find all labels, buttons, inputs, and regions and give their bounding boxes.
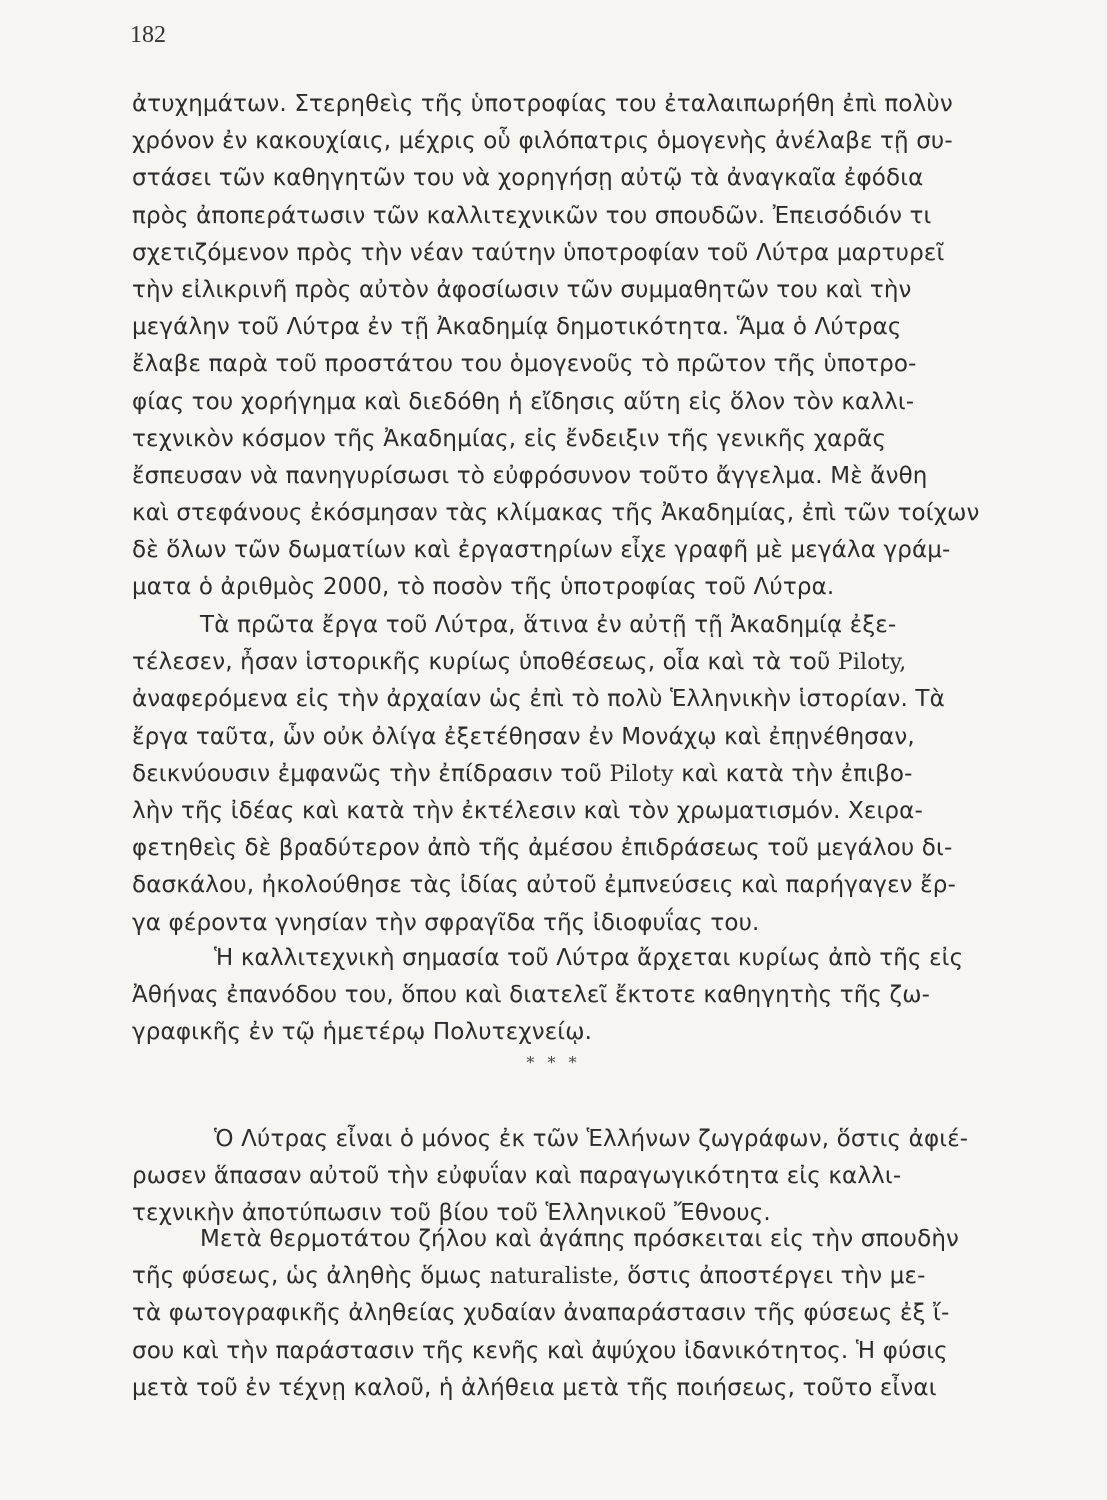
text-line: ἔσπευσαν νὰ πανηγυρίσωσι τὸ εὐφρόσυνον τοῦτο ἄγγελμα. Μὲ ἄνθη — [132, 462, 928, 489]
text-line: Μετὰ θερμοτάτου ζήλου καὶ ἀγάπης πρόσκειται εἰς τὴν σπουδὴν — [200, 1226, 960, 1252]
page-number: 182 — [130, 22, 166, 48]
text-span: καὶ κατὰ τὴν ἐπιβο- — [673, 760, 913, 787]
text-line: ἀτυχημάτων. Στερηθεὶς τῆς ὑποτροφίας του ἐταλαιπωρήθη ἐπὶ πολὺν — [132, 91, 953, 117]
text-line: τὴν εἰλικρινῆ πρὸς αὐτὸν ἀφοσίωσιν τῶν συμμαθητῶν του καὶ τὴν — [132, 276, 912, 303]
text-line: τεχνικὸν κόσμον τῆς Ἀκαδημίας, εἰς ἔνδειξιν τῆς γενικῆς χαρᾶς — [132, 425, 887, 452]
text-line — [132, 756, 1027, 793]
text-line: μετὰ τοῦ ἐν τέχνῃ καλοῦ, ἡ ἀλήθεια μετὰ τῆς ποιήσεως, τοῦτο εἶναι — [132, 1374, 937, 1401]
text-line: φίας του χορήγημα καὶ διεδόθη ἡ εἴδησις αὕτη εἰς ὅλον τὸν καλλι- — [132, 388, 915, 415]
paragraph-1 — [132, 86, 1027, 607]
text-line: ρωσεν ἅπασαν αὐτοῦ τὴν εὐφυΐαν καὶ παραγωγικότητα εἰς καλλι- — [132, 1163, 902, 1190]
text-line: σου καὶ τὴν παράστασιν τῆς κενῆς καὶ ἀψύχου ἰδανικότητος. Ἡ φύσις — [132, 1337, 948, 1364]
text-span: δεικνύουσιν ἐμφανῶς τὴν ἐπίδρασιν τοῦ — [132, 760, 610, 787]
text-line — [132, 1258, 1027, 1295]
text-line: μεγάλην τοῦ Λύτρα ἐν τῇ Ἀκαδημίᾳ δημοτικότητα. Ἅμα ὁ Λύτρας — [132, 314, 902, 341]
text-line: γα φέροντα γνησίαν τὴν σφραγῖδα τῆς ἰδιοφυΐας του. — [132, 909, 760, 936]
text-line: τὰ φωτογραφικῆς ἀληθείας χυδαίαν ἀναπαράστασιν τῆς φύσεως ἐξ ἴ- — [132, 1300, 950, 1327]
paragraph-2 — [132, 607, 1027, 942]
latin-word: naturaliste, — [489, 1264, 620, 1290]
text-line — [132, 644, 1027, 681]
text-line: σχετιζόμενον πρὸς τὴν νέαν ταύτην ὑποτροφίαν τοῦ Λύτρα μαρτυρεῖ — [132, 239, 945, 266]
text-line: καὶ στεφάνους ἐκόσμησαν τὰς κλίμακας τῆς Ἀκαδημίας, ἐπὶ τῶν τοίχων — [132, 500, 980, 527]
text-span: τῆς φύσεως, ὡς ἀληθὴς ὅμως — [132, 1263, 490, 1290]
paragraph-4 — [132, 1121, 1027, 1233]
text-line: πρὸς ἀποπεράτωσιν τῶν καλλιτεχνικῶν του σπουδῶν. Ἐπεισόδιόν τι — [132, 202, 932, 229]
paragraph-5 — [132, 1221, 1027, 1407]
section-separator: * * * — [526, 1053, 581, 1072]
text-line: δὲ ὅλων τῶν δωματίων καὶ ἐργαστηρίων εἶχε γραφῆ μὲ μεγάλα γράμ- — [132, 537, 951, 564]
text-line: στάσει τῶν καθηγητῶν του νὰ χορηγήσῃ αὐτῷ τὰ ἀναγκαῖα ἐφόδια — [132, 165, 924, 192]
text-line: ἔργα ταῦτα, ὧν οὐκ ὀλίγα ἐξετέθησαν ἐν Μονάχῳ καὶ ἐπῃνέθησαν, — [132, 723, 915, 750]
text-line: Ἀθήνας ἐπανόδου του, ὅπου καὶ διατελεῖ ἔκτοτε καθηγητὴς τῆς ζω- — [132, 982, 931, 1009]
text-span: τέλεσεν, ἦσαν ἱστορικῆς κυρίως ὑποθέσεως, οἷα καὶ τὰ τοῦ — [132, 649, 838, 676]
text-line: τεχνικὴν ἀποτύπωσιν τοῦ βίου τοῦ Ἑλληνικοῦ Ἔθνους. — [132, 1200, 771, 1227]
text-line: ἔλαβε παρὰ τοῦ προστάτου του ὁμογενοῦς τὸ πρῶτον τῆς ὑποτρο- — [132, 351, 917, 378]
text-line: ἀναφερόμενα εἰς τὴν ἀρχαίαν ὡς ἐπὶ τὸ πολὺ Ἑλληνικὴν ἱστορίαν. Τὰ — [132, 686, 945, 713]
text-line: λὴν τῆς ἰδέας καὶ κατὰ τὴν ἐκτέλεσιν καὶ τὸν χρωματισμόν. Χειρα- — [132, 797, 923, 824]
text-line: γραφικῆς ἐν τῷ ἡμετέρῳ Πολυτεχνείῳ. — [132, 1019, 593, 1046]
text-line: Τὰ πρῶτα ἔργα τοῦ Λύτρα, ἅτινα ἐν αὐτῇ τῇ Ἀκαδημίᾳ ἐξε- — [200, 612, 897, 638]
paragraph-3 — [132, 940, 1027, 1052]
text-line: Ἡ καλλιτεχνικὴ σημασία τοῦ Λύτρα ἄρχεται κυρίως ἀπὸ τῆς εἰς — [214, 945, 964, 971]
text-line: ματα ὁ ἀριθμὸς 2000, τὸ ποσὸν τῆς ὑποτροφίας τοῦ Λύτρα. — [132, 574, 835, 601]
text-line: φετηθεὶς δὲ βραδύτερον ἀπὸ τῆς ἀμέσου ἐπιδράσεως τοῦ μεγάλου δι- — [132, 835, 953, 862]
text-line: Ὁ Λύτρας εἶναι ὁ μόνος ἐκ τῶν Ἑλλήνων ζωγράφων, ὅστις ἀφιέ- — [214, 1126, 969, 1152]
text-line: χρόνον ἐν κακουχίαις, μέχρις οὗ φιλόπατρις ὁμογενὴς ἀνέλαβε τῇ συ- — [132, 128, 953, 155]
text-line: δασκάλου, ἠκολούθησε τὰς ἰδίας αὐτοῦ ἐμπνεύσεις καὶ παρήγαγεν ἔρ- — [132, 872, 956, 899]
latin-name: Piloty, — [837, 650, 907, 676]
text-span: ὅστις ἀποστέργει τὴν με- — [619, 1263, 926, 1290]
latin-name: Piloty — [609, 761, 674, 787]
